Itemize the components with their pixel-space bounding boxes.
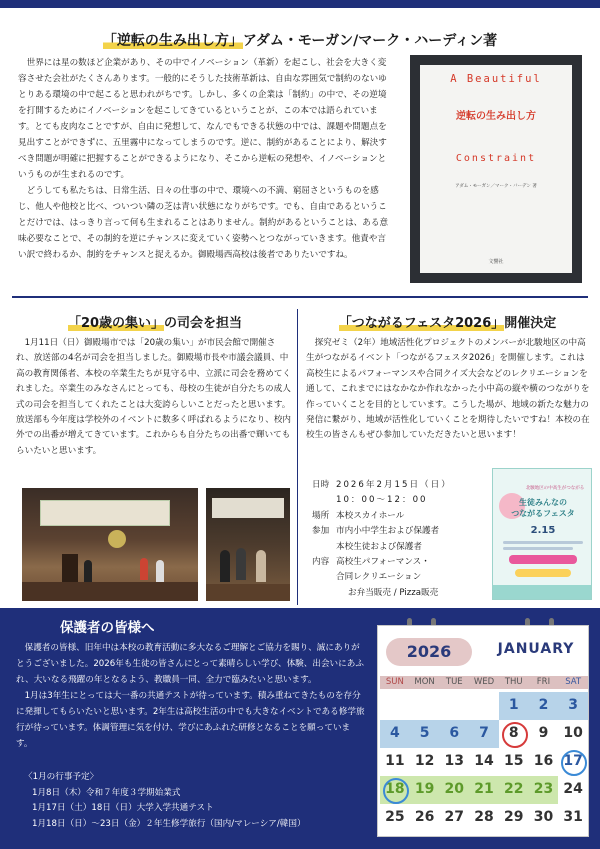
- ceremony-stage-photo: [22, 488, 198, 601]
- detail-value: お弁当販売 / Pizza販売: [348, 587, 439, 598]
- calendar-day-25: 25: [385, 809, 405, 825]
- calendar-week: [380, 776, 588, 804]
- flyer-text-line: [503, 541, 583, 544]
- calendar-day-5: 5: [410, 720, 440, 748]
- calendar-day-8: 8: [499, 720, 529, 748]
- festa-details: [312, 478, 492, 601]
- detail-value: 高校生パフォーマンス・: [336, 557, 430, 568]
- festa-flyer-image: [492, 468, 592, 600]
- ceremony-presenters-photo: [206, 488, 290, 601]
- calendar-day-17: 17: [558, 748, 588, 776]
- parents-paragraph: 保護者の皆様、旧年中は本校の教育活動に多大なるご理解とご協力を賜り、誠にありがとうございました。2026年も生徒の皆さんにとって素晴らしい学び、体験、出会いにあふれ、大いなる飛躍の年となるよう、教職員一同、全力で臨みたいと思います。: [16, 643, 364, 685]
- ceremony-text: 1月11日（日）御殿場市では「20歳の集い」が市民会館で開催され、放送部の4名が司会を担当しました。御殿場市長や市議会議員、中高の教育関係者、本校の卒業生たちが見守る中、立派に司会を務めてくれました。卒業生のみなさんにとっても、母校の生徒が自分たちの成人式の司会を担当してくれたことは大変誇らしいことだったと思います。放送部も今年度は学校外のイベントに数多く呼ばれるようになり、校内外での出番が増えてきています。これからも自分たちの出番で輝いてもらいたいと思います。: [16, 338, 292, 456]
- calendar-day-26: 26: [414, 809, 435, 825]
- calendar-day-13: 13: [444, 753, 465, 769]
- cover-author: アダム・モーガン／マーク・バーデン 著: [455, 184, 537, 189]
- calendar-day-18: 18: [380, 776, 410, 804]
- calendar-day-6: 6: [439, 720, 469, 748]
- calendar-empty-cell: [380, 692, 410, 720]
- detail-content-row-2: [312, 570, 492, 585]
- photo-person: [84, 560, 92, 582]
- book-paragraph: 世界には星の数ほど企業があり、その中でイノベーション（革新）を起こし、社会を大きく変容させた会社がたくさんあります。一般的にそうした技術革新は、自由な雰囲気で制約のないゆとりある環境の中で起こると思われがちです。しかし、多くの企業は「制約」の中で、その逆境を打開するためにイノベーションを起こしてきているということが、この本では語られています。とても皮肉なことですが、自由に発想して、なんでもできる状態の中では、課題や問題点を見出すことができずに、五里霧中になってしまうのです。逆に、制約があることにより、解決すべき問題が明確に把握することができるようになり、そこから逆転の発想や、イノベーションというものが生まれるのです。: [18, 58, 387, 180]
- weekday-fri: FRI: [536, 677, 551, 687]
- calendar-day-24: 24: [563, 781, 583, 797]
- calendar-day-22: 22: [499, 776, 529, 804]
- festa-heading: [305, 312, 590, 331]
- photo-person: [256, 550, 266, 582]
- cover-top-text: A Beautiful: [450, 73, 542, 85]
- calendar-day-2: 2: [529, 692, 559, 720]
- calendar-week: [380, 804, 588, 832]
- photo-lectern: [62, 554, 78, 582]
- calendar-day-16: 16: [533, 753, 554, 769]
- flyer-caption: 北駿地区の中高生がつながる: [525, 486, 585, 491]
- book-title-highlight: 「逆転の生み出し方」: [102, 33, 243, 49]
- calendar-week: [380, 720, 588, 748]
- book-title-author: アダム・モーガン/マーク・ハーディン著: [242, 33, 498, 49]
- column-divider: [297, 309, 298, 605]
- calendar-day-29: 29: [503, 809, 524, 825]
- calendar-day-28: 28: [474, 809, 494, 825]
- detail-place-row: [312, 509, 492, 524]
- flyer-date: 2.15: [530, 525, 556, 536]
- schedule-item: 1月18日（日）～23日（金）２年生修学旅行（国内/マレーシア/韓国）: [32, 818, 306, 829]
- weekday-sun: SUN: [385, 677, 404, 687]
- detail-date-row: [312, 478, 492, 493]
- detail-participants-row-2: [312, 540, 492, 555]
- cover-bottom-text: Constraint: [455, 153, 537, 164]
- calendar-day-7: 7: [469, 720, 499, 748]
- detail-value: 2026年2月15日（日）: [336, 480, 452, 490]
- detail-value: 合同レクリエーション: [336, 572, 422, 583]
- detail-time-row: [312, 493, 492, 508]
- detail-key: 場所: [312, 510, 330, 521]
- calendar-week: [380, 748, 588, 776]
- detail-value: 市内小中学生および保護者: [336, 526, 440, 537]
- cover-jp-title: 逆転の生み出し方: [456, 111, 536, 122]
- weekday-tue: TUE: [445, 677, 463, 687]
- photo-emblem: [108, 530, 126, 548]
- cover-publisher: 文響社: [488, 259, 504, 265]
- calendar-grid: [380, 692, 588, 832]
- schedule-title: 〈1月の行事予定〉: [24, 772, 99, 782]
- parents-title: 保護者の皆様へ: [60, 620, 155, 636]
- schedule-item: 1月8日（木）令和７年度３学期始業式: [32, 787, 181, 798]
- calendar-day-30: 30: [533, 809, 554, 825]
- detail-key: 日時: [312, 480, 330, 490]
- photo-banner: [212, 498, 284, 518]
- weekday-sat: SAT: [565, 677, 582, 687]
- calendar-day-20: 20: [439, 776, 469, 804]
- calendar-header: [386, 638, 582, 666]
- schedule-item: 1月17日（土）18日（日）大学入学共通テスト: [32, 803, 214, 813]
- detail-key: 参加: [312, 526, 330, 537]
- calendar-day-31: 31: [563, 809, 583, 825]
- photo-person: [220, 550, 230, 582]
- flyer-footer: [493, 585, 592, 599]
- calendar-year: 2026: [386, 638, 472, 666]
- photo-floor: [206, 584, 290, 601]
- weekday-wed: WED: [473, 677, 495, 687]
- detail-participants-row: [312, 524, 492, 539]
- ceremony-heading-highlight: 「20歳の集い」: [67, 316, 165, 331]
- calendar-day-15: 15: [503, 753, 524, 769]
- calendar-day-1: 1: [499, 692, 529, 720]
- festa-heading-highlight: 「つながるフェスタ2026」: [338, 316, 505, 331]
- flyer-title: 生徒みんなの つながるフェスタ: [511, 498, 575, 518]
- flyer-banner-graphic: [515, 569, 571, 577]
- photo-stage: [22, 582, 198, 601]
- calendar-month: JANUARY: [497, 641, 575, 657]
- calendar-day-27: 27: [444, 809, 465, 825]
- ceremony-heading-rest: の司会を担当: [164, 316, 243, 331]
- calendar-day-11: 11: [385, 753, 405, 769]
- detail-content-row-3: [312, 586, 492, 601]
- calendar-day-21: 21: [469, 776, 499, 804]
- book-cover-image: [410, 55, 582, 283]
- parents-text: [16, 640, 366, 752]
- detail-value: 10：00～12：00: [336, 495, 428, 506]
- flyer-text-line: [503, 547, 573, 550]
- photo-banner: [40, 500, 170, 526]
- calendar-empty-cell: [469, 692, 499, 720]
- top-band: [0, 0, 600, 8]
- book-review-title: [70, 30, 530, 50]
- book-review-text: [18, 55, 393, 263]
- cover-inner: [420, 65, 572, 273]
- calendar-empty-cell: [410, 692, 440, 720]
- calendar-week: [380, 692, 588, 720]
- detail-value: 本校スカイホール: [336, 510, 405, 521]
- calendar-day-14: 14: [474, 753, 494, 769]
- detail-content-row: [312, 555, 492, 570]
- calendar-day-4: 4: [380, 720, 410, 748]
- january-calendar: [377, 625, 589, 837]
- photo-person: [140, 558, 148, 580]
- calendar-day-19: 19: [410, 776, 440, 804]
- festa-text: 探究ゼミ（2年）地域活性化プロジェクトのメンバーが北駿地区の中高生がつながるイベント「つながるフェスタ2026」を開催します。これは高校生によるパフォーマンスや合同クイズ大会などのレクリエーションを通して、これまでにはなかなか作れなかった小中高の縦や横のつながりを作っていくことを目的としています。こうした場が、地域の新たな魅力の発信に繋がり、地域が活性化していくことを期待したいですね！本校の在校生の皆さんもぜひ参加していただきたいと思います！: [306, 338, 590, 441]
- calendar-day-3: 3: [558, 692, 588, 720]
- detail-value: 本校生徒および保護者: [336, 541, 422, 552]
- photo-person: [236, 548, 246, 580]
- ceremony-heading: [20, 312, 290, 331]
- parents-paragraph: 1月は3年生にとっては大一番の共通テストが待っています。積み重ねてきたものを存分に発揮してもらいたいと思います。2年生は高校生活の中でも大きなイベントである修学旅行が待っています。体調管理に気を付け、学びにあふれた研修となることを願っています。: [16, 691, 365, 749]
- calendar-empty-cell: [439, 692, 469, 720]
- book-paragraph: どうしても私たちは、日常生活、日々の仕事の中で、環境への不満、窮屈さというものを感じ、他人や他校と比べ、ついつい隣の芝は青い状態になりがちです。でも、自由であるということだけでは、はっきり言って何も生まれることはありません。制約があるということは、ある意味必要なことで、その制約を逆にチャンスに変えていく姿勢へとつながっていきます。他責や言い訳で終わるか、制約をチャンスと捉えるか。御殿場西高校は後者でありたいですね。: [18, 186, 389, 260]
- calendar-weekdays: [380, 676, 588, 689]
- section-divider: [12, 296, 588, 298]
- calendar-day-10: 10: [563, 725, 583, 741]
- calendar-day-23: 23: [529, 776, 559, 804]
- weekday-mon: MON: [414, 677, 435, 687]
- calendar-day-9: 9: [538, 725, 549, 741]
- detail-key: 内容: [312, 557, 330, 568]
- weekday-thu: THU: [504, 677, 523, 687]
- festa-heading-rest: 開催決定: [504, 316, 557, 331]
- photo-person: [156, 560, 164, 582]
- calendar-day-12: 12: [414, 753, 435, 769]
- flyer-button-graphic: [509, 555, 577, 564]
- schedule-list: [24, 770, 374, 832]
